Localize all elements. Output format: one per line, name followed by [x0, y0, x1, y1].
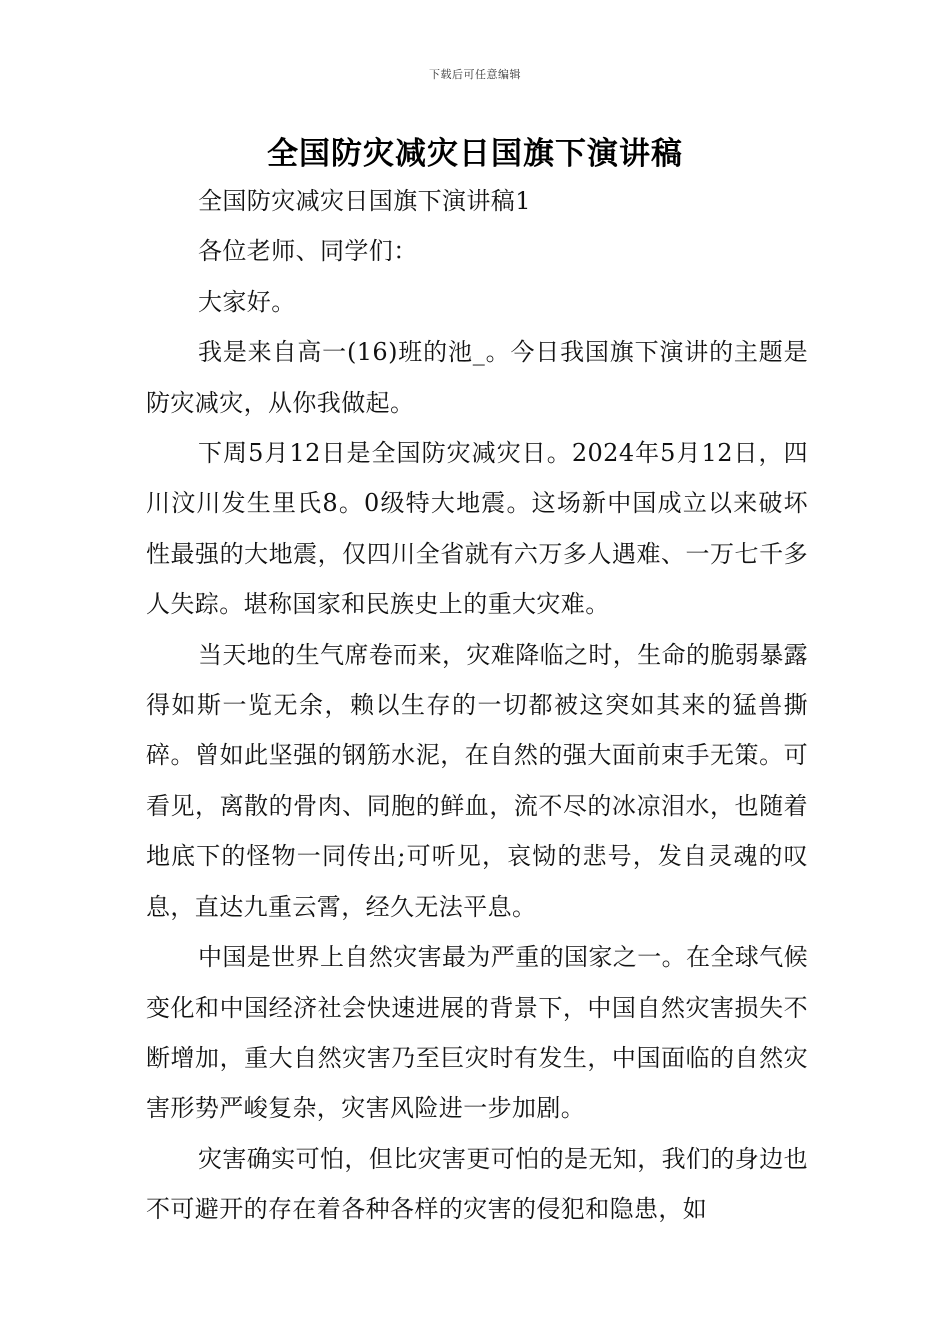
paragraph-earthquake: 下周5月12日是全国防灾减灾日。2024年5月12日，四川汶川发生里氏8。0级特大地震。这场新中国成立以来破坏性最强的大地震，仅四川全省就有六万多人遇难、一万七千多人失踪。堪称国家和民族史上的重大灾难。 [146, 439, 808, 619]
document-body [146, 176, 808, 1235]
document-title: 全国防灾减灾日国旗下演讲稿 [267, 136, 683, 172]
header-note: 下载后可任意编辑 [429, 68, 521, 81]
paragraph-intro: 我是来自高一(16)班的池_。今日我国旗下演讲的主题是防灾减灾，从你我做起。 [146, 338, 808, 417]
paragraph-disaster-scene: 当天地的生气席卷而来，灾难降临之时，生命的脆弱暴露得如斯一览无余，赖以生存的一切都被这突如其来的猛兽撕碎。曾如此坚强的钢筋水泥，在自然的强大面前束手无策。可看见，离散的骨肉、同胞的鲜血，流不尽的冰凉泪水，也随着地底下的怪物一同传出;可听见，哀恸的悲号，发自灵魂的叹息，直达九重云霄，经久无法平息。 [146, 640, 808, 921]
paragraph-ignorance: 灾害确实可怕，但比灾害更可怕的是无知，我们的身边也不可避开的存在着各种各样的灾害的侵犯和隐患，如 [146, 1144, 808, 1224]
salutation: 各位老师、同学们： [198, 237, 418, 266]
greeting: 大家好。 [198, 287, 296, 316]
paragraph-china-disasters: 中国是世界上自然灾害最为严重的国家之一。在全球气候变化和中国经济社会快速进展的背景下，中国自然灾害损失不断增加，重大自然灾害乃至巨灾时有发生，中国面临的自然灾害形势严峻复杂，灾害风险进一步加剧。 [146, 943, 808, 1123]
speech-subtitle: 全国防灾减灾日国旗下演讲稿1 [198, 187, 531, 215]
